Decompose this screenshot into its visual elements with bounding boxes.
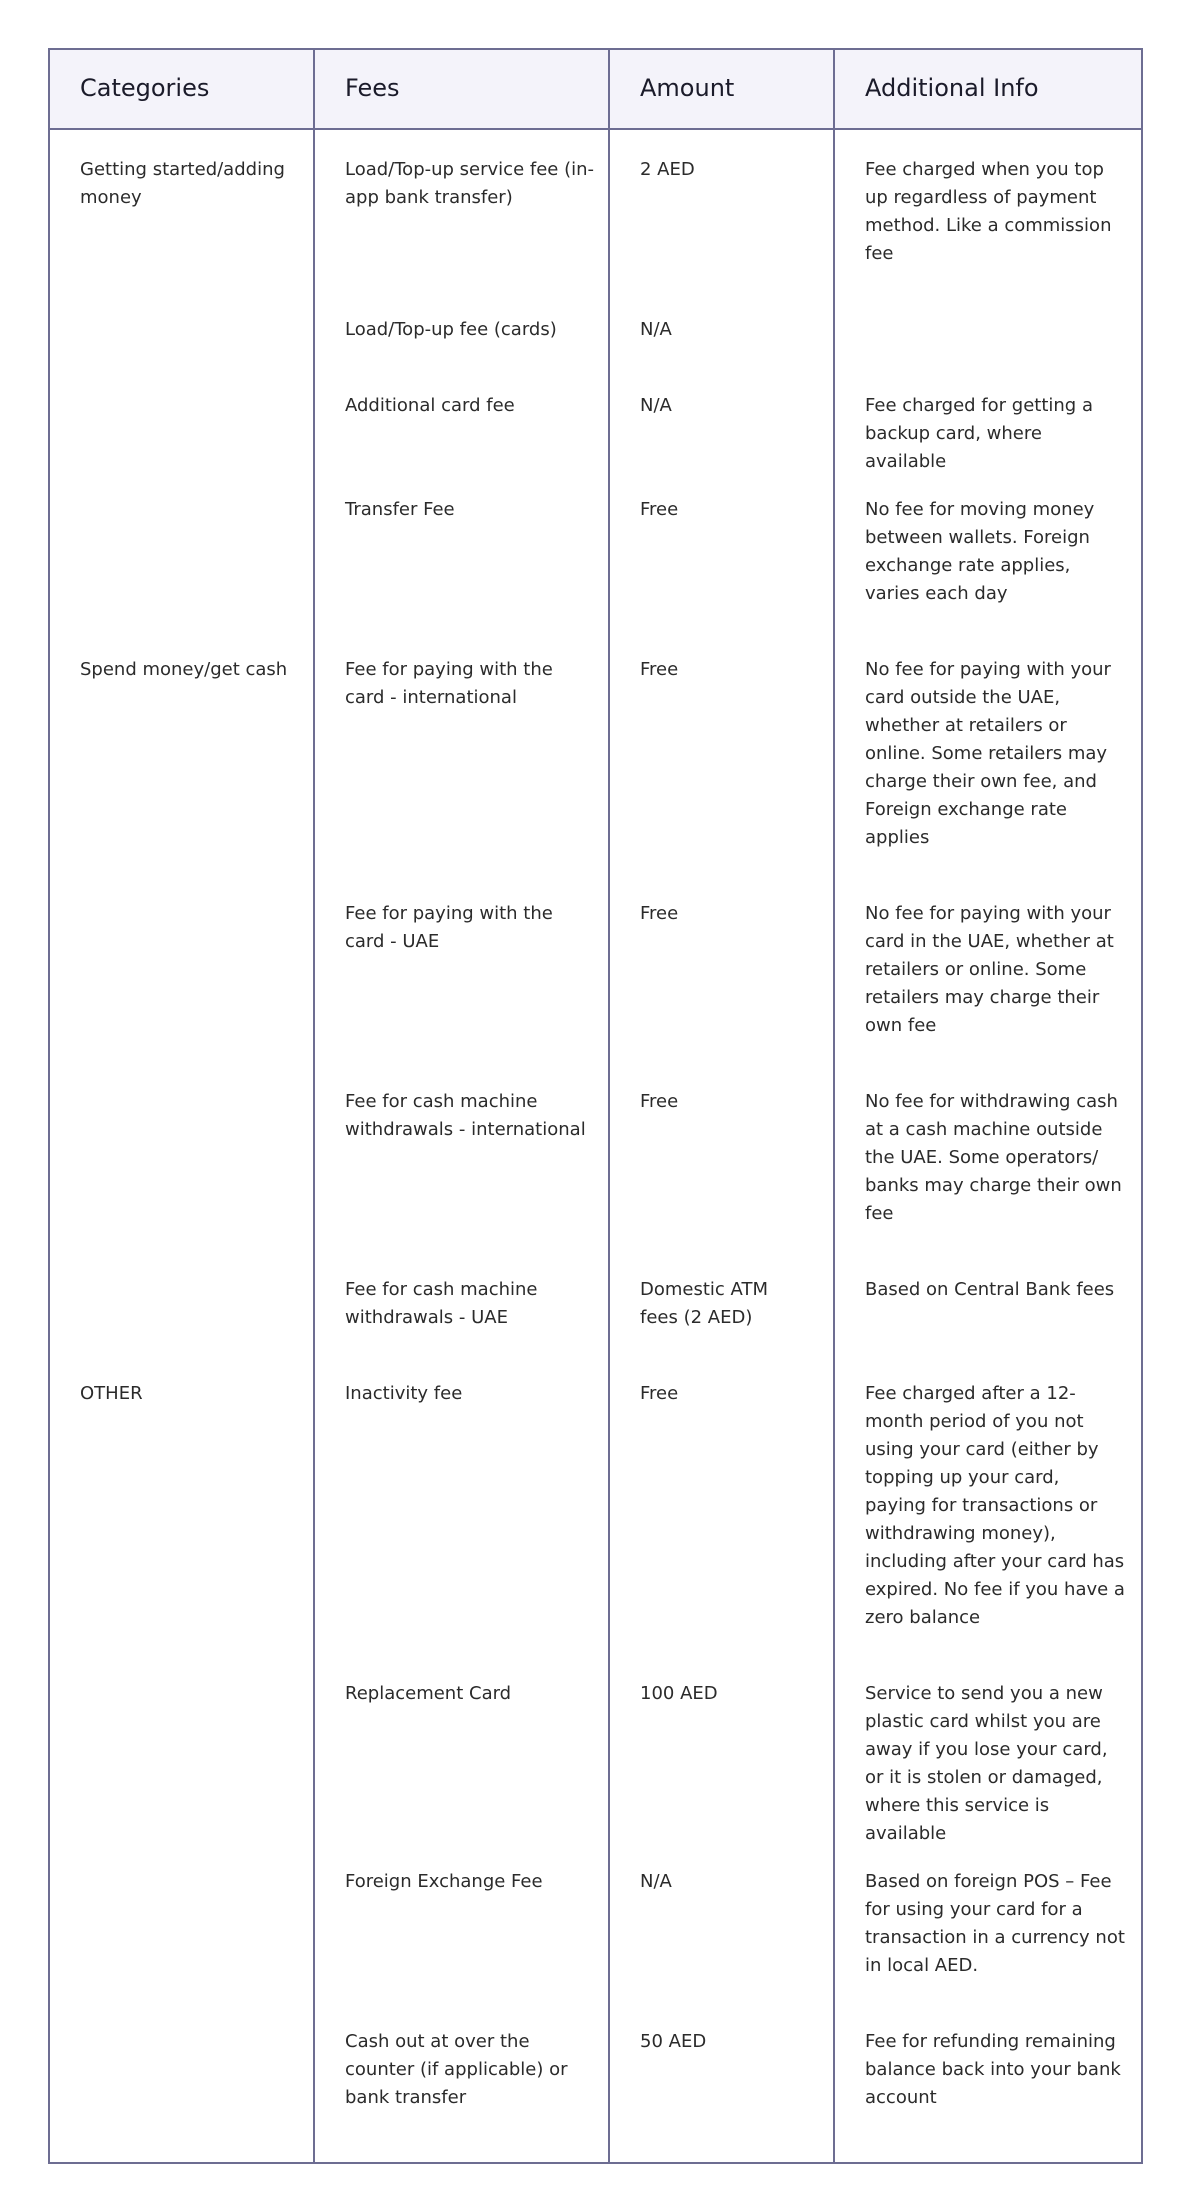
amount-cell: N/A (640, 395, 672, 416)
fee-cell: Fee for cash machine withdrawals - UAE (345, 1279, 538, 1328)
amount-cell: Free (640, 499, 679, 520)
column-divider (833, 50, 835, 2162)
amount-cell: Free (640, 1091, 679, 1112)
fee-cell: Additional card fee (345, 395, 515, 416)
header-additional-info: Additional Info (865, 74, 1039, 102)
amount-cell: Free (640, 1383, 679, 1404)
info-cell: No fee for withdrawing cash at a cash machine outside the UAE. Some operators/ banks may charge their own fee (865, 1091, 1122, 1224)
column-divider (313, 50, 315, 2162)
amount-cell: N/A (640, 319, 672, 340)
table-header (50, 50, 1141, 130)
info-cell: Based on foreign POS – Fee for using your card for a transaction in a currency not in local AED. (865, 1871, 1125, 1976)
header-categories: Categories (80, 74, 210, 102)
fee-cell: Fee for paying with the card - international (345, 659, 553, 708)
info-cell: Based on Central Bank fees (865, 1279, 1115, 1300)
amount-cell: Domestic ATM fees (2 AED) (640, 1279, 768, 1328)
category-cell: OTHER (80, 1383, 143, 1404)
amount-cell: Free (640, 659, 679, 680)
info-cell: No fee for moving money between wallets. Foreign exchange rate applies, varies each day (865, 499, 1095, 604)
fee-cell: Transfer Fee (345, 499, 455, 520)
info-cell: Fee for refunding remaining balance back into your bank account (865, 2031, 1121, 2108)
fee-cell: Fee for paying with the card - UAE (345, 903, 553, 952)
info-cell: Service to send you a new plastic card whilst you are away if you lose your card, or it is stolen or damaged, where this service is available (865, 1683, 1108, 1844)
amount-cell: 100 AED (640, 1683, 718, 1704)
amount-cell: 50 AED (640, 2031, 707, 2052)
fee-cell: Load/Top-up fee (cards) (345, 319, 557, 340)
info-cell: Fee charged for getting a backup card, where available (865, 395, 1093, 472)
category-cell: Spend money/get cash (80, 659, 288, 680)
amount-cell: 2 AED (640, 159, 695, 180)
header-fees: Fees (345, 74, 400, 102)
column-divider (608, 50, 610, 2162)
info-cell: No fee for paying with your card in the UAE, whether at retailers or online. Some retailers may charge their own fee (865, 903, 1114, 1036)
info-cell: Fee charged after a 12-month period of you not using your card (either by topping up your card, paying for transactions or withdrawing money), including after your card has expired. No fee if you have a zero balance (865, 1383, 1125, 1628)
fee-cell: Replacement Card (345, 1683, 512, 1704)
fees-table (48, 48, 1143, 2164)
fee-cell: Cash out at over the counter (if applicable) or bank transfer (345, 2031, 568, 2108)
amount-cell: Free (640, 903, 679, 924)
category-cell: Getting started/adding money (80, 159, 285, 208)
header-amount: Amount (640, 74, 735, 102)
info-cell: No fee for paying with your card outside the UAE, whether at retailers or online. Some retailers may charge their own fee, and Foreign exchange rate applies (865, 659, 1111, 848)
amount-cell: N/A (640, 1871, 672, 1892)
info-cell: Fee charged when you top up regardless of payment method. Like a commission fee (865, 159, 1112, 264)
fee-cell: Foreign Exchange Fee (345, 1871, 543, 1892)
fee-cell: Fee for cash machine withdrawals - international (345, 1091, 586, 1140)
fee-cell: Load/Top-up service fee (in-app bank transfer) (345, 159, 595, 208)
fee-cell: Inactivity fee (345, 1383, 463, 1404)
